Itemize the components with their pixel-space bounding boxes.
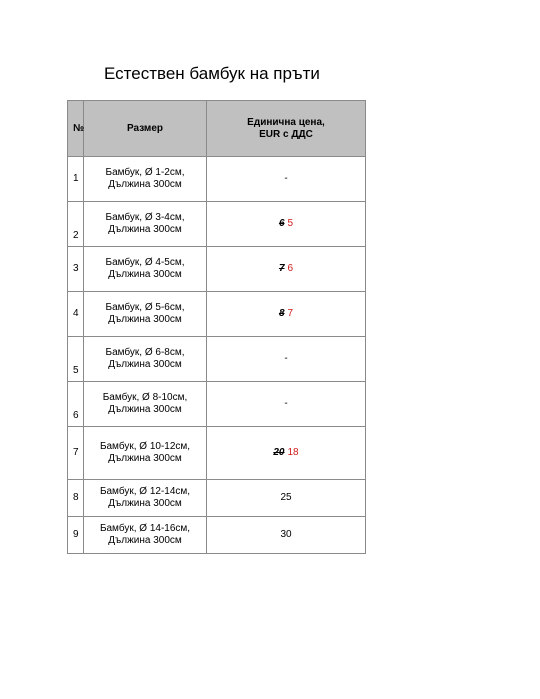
header-price-line2: EUR с ДДС (259, 128, 313, 140)
row-price: - (207, 337, 366, 382)
header-price (207, 101, 366, 157)
row-price: 25 (207, 480, 366, 517)
row-number: 3 (68, 247, 84, 292)
size-line1: Бамбук, Ø 6-8см, (105, 347, 185, 358)
row-number: 8 (68, 480, 84, 517)
row-number: 9 (68, 517, 84, 554)
old-price: 20 (273, 447, 285, 458)
size-line1: Бамбук, Ø 12-14см, (99, 486, 191, 497)
row-size (84, 427, 207, 480)
row-price (207, 247, 366, 292)
row-price (207, 292, 366, 337)
row-size (84, 247, 207, 292)
row-size (84, 202, 207, 247)
row-number: 5 (68, 337, 84, 382)
size-line2: Дължина 300см (108, 314, 182, 325)
size-line2: Дължина 300см (108, 359, 182, 370)
header-number: № (68, 101, 84, 157)
size-line1: Бамбук, Ø 1-2см, (105, 167, 185, 178)
row-size (84, 157, 207, 202)
row-price: - (207, 382, 366, 427)
size-line2: Дължина 300см (108, 535, 182, 546)
row-size (84, 382, 207, 427)
size-line2: Дължина 300см (108, 269, 182, 280)
row-size (84, 337, 207, 382)
size-line1: Бамбук, Ø 14-16см, (99, 523, 191, 534)
row-size (84, 292, 207, 337)
table-row (68, 157, 366, 202)
row-number: 2 (68, 202, 84, 247)
table-row (68, 247, 366, 292)
size-line2: Дължина 300см (108, 404, 182, 415)
row-price: - (207, 157, 366, 202)
row-number: 7 (68, 427, 84, 480)
table-row (68, 292, 366, 337)
size-line2: Дължина 300см (108, 453, 182, 464)
size-line1: Бамбук, Ø 10-12см, (99, 441, 191, 452)
row-size (84, 517, 207, 554)
row-price (207, 202, 366, 247)
new-price: 5 (287, 218, 294, 229)
table-row (68, 382, 366, 427)
size-line1: Бамбук, Ø 5-6см, (105, 302, 185, 313)
row-number: 1 (68, 157, 84, 202)
new-price: 6 (287, 263, 294, 274)
row-size (84, 480, 207, 517)
row-number: 6 (68, 382, 84, 427)
size-line2: Дължина 300см (108, 498, 182, 509)
old-price: 6 (278, 218, 285, 229)
new-price: 7 (287, 308, 294, 319)
new-price: 18 (287, 447, 299, 458)
old-price: 7 (278, 263, 285, 274)
row-number: 4 (68, 292, 84, 337)
table-header-row (68, 101, 366, 157)
size-line1: Бамбук, Ø 3-4см, (105, 212, 185, 223)
header-price-line1: Единична цена, (247, 116, 325, 128)
row-price (207, 427, 366, 480)
price-table (67, 100, 366, 554)
size-line1: Бамбук, Ø 8-10см, (102, 392, 188, 403)
size-line2: Дължина 300см (108, 224, 182, 235)
row-price: 30 (207, 517, 366, 554)
old-price: 8 (278, 308, 285, 319)
table-row (68, 517, 366, 554)
page-title: Естествен бамбук на пръти (104, 64, 320, 83)
table-row (68, 202, 366, 247)
table-row (68, 480, 366, 517)
size-line2: Дължина 300см (108, 179, 182, 190)
table-row (68, 427, 366, 480)
header-size: Размер (84, 101, 207, 157)
table-row (68, 337, 366, 382)
size-line1: Бамбук, Ø 4-5см, (105, 257, 185, 268)
